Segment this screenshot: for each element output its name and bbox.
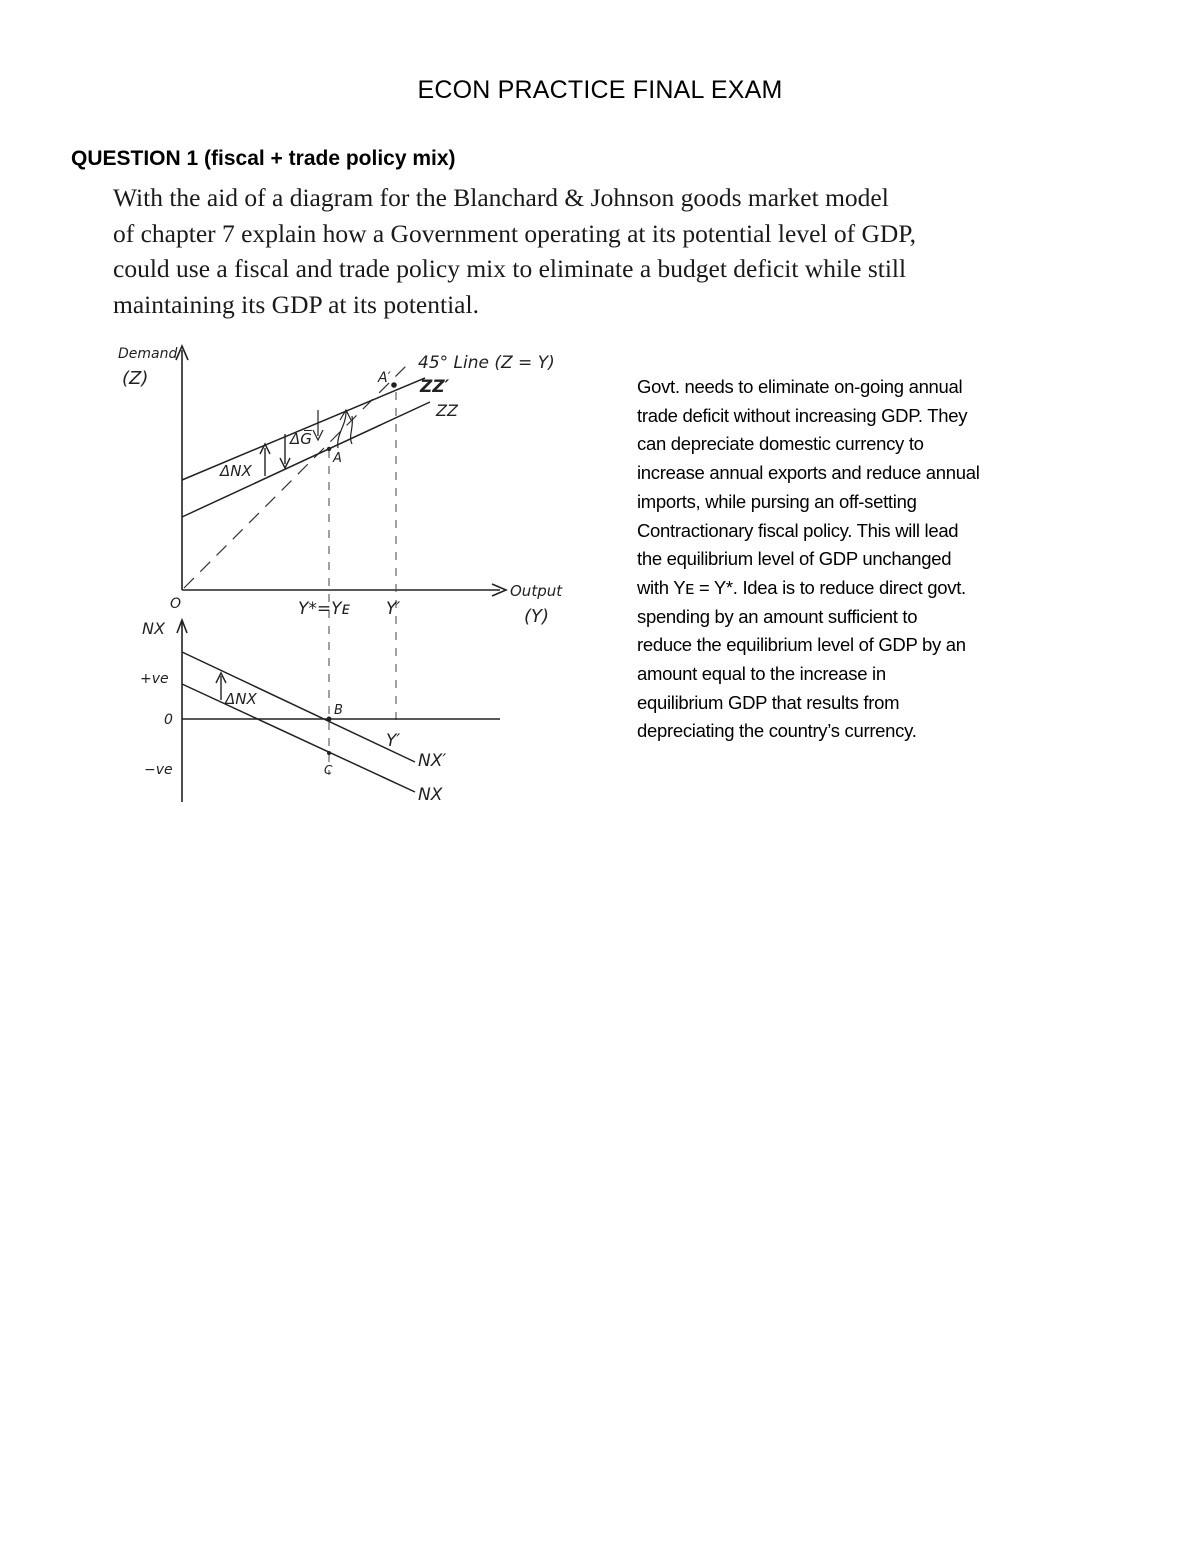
answer-line: increase annual exports and reduce annual — [637, 462, 980, 484]
origin-label: O — [170, 596, 182, 612]
output-axis-symbol: (Y) — [524, 606, 550, 627]
question-text — [113, 180, 1013, 322]
point-b-label: B — [334, 703, 343, 718]
y-prime-bottom-label: Y′ — [386, 731, 401, 751]
page-title: ECON PRACTICE FINAL EXAM — [417, 76, 783, 104]
output-axis-label: Output — [510, 582, 563, 600]
zz-line — [182, 402, 430, 517]
question-line: With the aid of a diagram for the Blanchard & Johnson goods market model — [113, 183, 889, 212]
question-line: could use a fiscal and trade policy mix to eliminate a budget deficit while still — [113, 254, 907, 283]
answer-line: depreciating the country’s currency. — [637, 720, 917, 742]
delta-g-label: ΔG̅ — [290, 430, 312, 448]
nx-line — [182, 684, 415, 792]
zz-prime-line — [182, 378, 425, 480]
nx-prime-line — [182, 652, 415, 762]
point-a-prime-label: A′ — [378, 370, 391, 386]
point-c-dot — [327, 751, 331, 755]
y-prime-top-label: Y′ — [386, 599, 401, 619]
answer-line: imports, while pursing an off-setting — [637, 490, 917, 512]
nx-prime-label: NX′ — [418, 751, 447, 771]
shift-squiggle — [338, 410, 353, 448]
answer-line: spending by an amount sufficient to — [637, 605, 918, 627]
delta-nx-bottom-label: ΔNX — [225, 690, 257, 708]
answer-line: Contractionary fiscal policy. This will lead — [637, 519, 959, 541]
line-45-degree — [184, 362, 410, 588]
answer-line: Govt. needs to eliminate on-going annual — [637, 376, 963, 397]
positive-label: +ve — [140, 671, 169, 687]
answer-line: trade deficit without increasing GDP. They — [637, 404, 968, 426]
demand-axis-symbol: (Z) — [122, 368, 149, 389]
point-b-dot — [327, 717, 332, 722]
question-heading: QUESTION 1 (fiscal + trade policy mix) — [71, 147, 456, 170]
zz-label: ZZ — [436, 401, 458, 420]
nx-label: NX — [418, 785, 443, 805]
question-line: of chapter 7 explain how a Government operating at its potential level of GDP, — [113, 218, 917, 248]
goods-market-diagram — [100, 330, 580, 810]
delta-nx-label: ΔNX — [220, 462, 252, 480]
answer-line: amount equal to the increase in — [637, 663, 886, 685]
zz-prime-label: ZZ′ — [420, 377, 450, 397]
answer-line: reduce the equilibrium level of GDP by an — [637, 634, 966, 656]
point-c-label: C — [324, 763, 333, 777]
point-a-label: A — [333, 451, 342, 466]
negative-label: −ve — [144, 762, 173, 778]
zero-label: 0 — [164, 712, 173, 728]
y-star-label: Y*=Yᴇ — [298, 599, 350, 619]
point-a-prime-dot — [391, 382, 397, 388]
point-a-dot — [327, 447, 331, 451]
nx-axis-label: NX — [142, 619, 165, 638]
answer-line: equilibrium GDP that results from — [637, 691, 900, 713]
demand-axis-label: Demand — [118, 346, 178, 362]
answer-line: can depreciate domestic currency to — [637, 433, 924, 455]
answer-text — [637, 373, 1067, 746]
question-line: maintaining its GDP at its potential. — [113, 289, 479, 319]
answer-line: the equilibrium level of GDP unchanged — [637, 548, 952, 570]
line-45-label: 45° Line (Z = Y) — [418, 353, 555, 373]
answer-line: with Yᴇ = Y*. Idea is to reduce direct govt. — [637, 576, 966, 598]
